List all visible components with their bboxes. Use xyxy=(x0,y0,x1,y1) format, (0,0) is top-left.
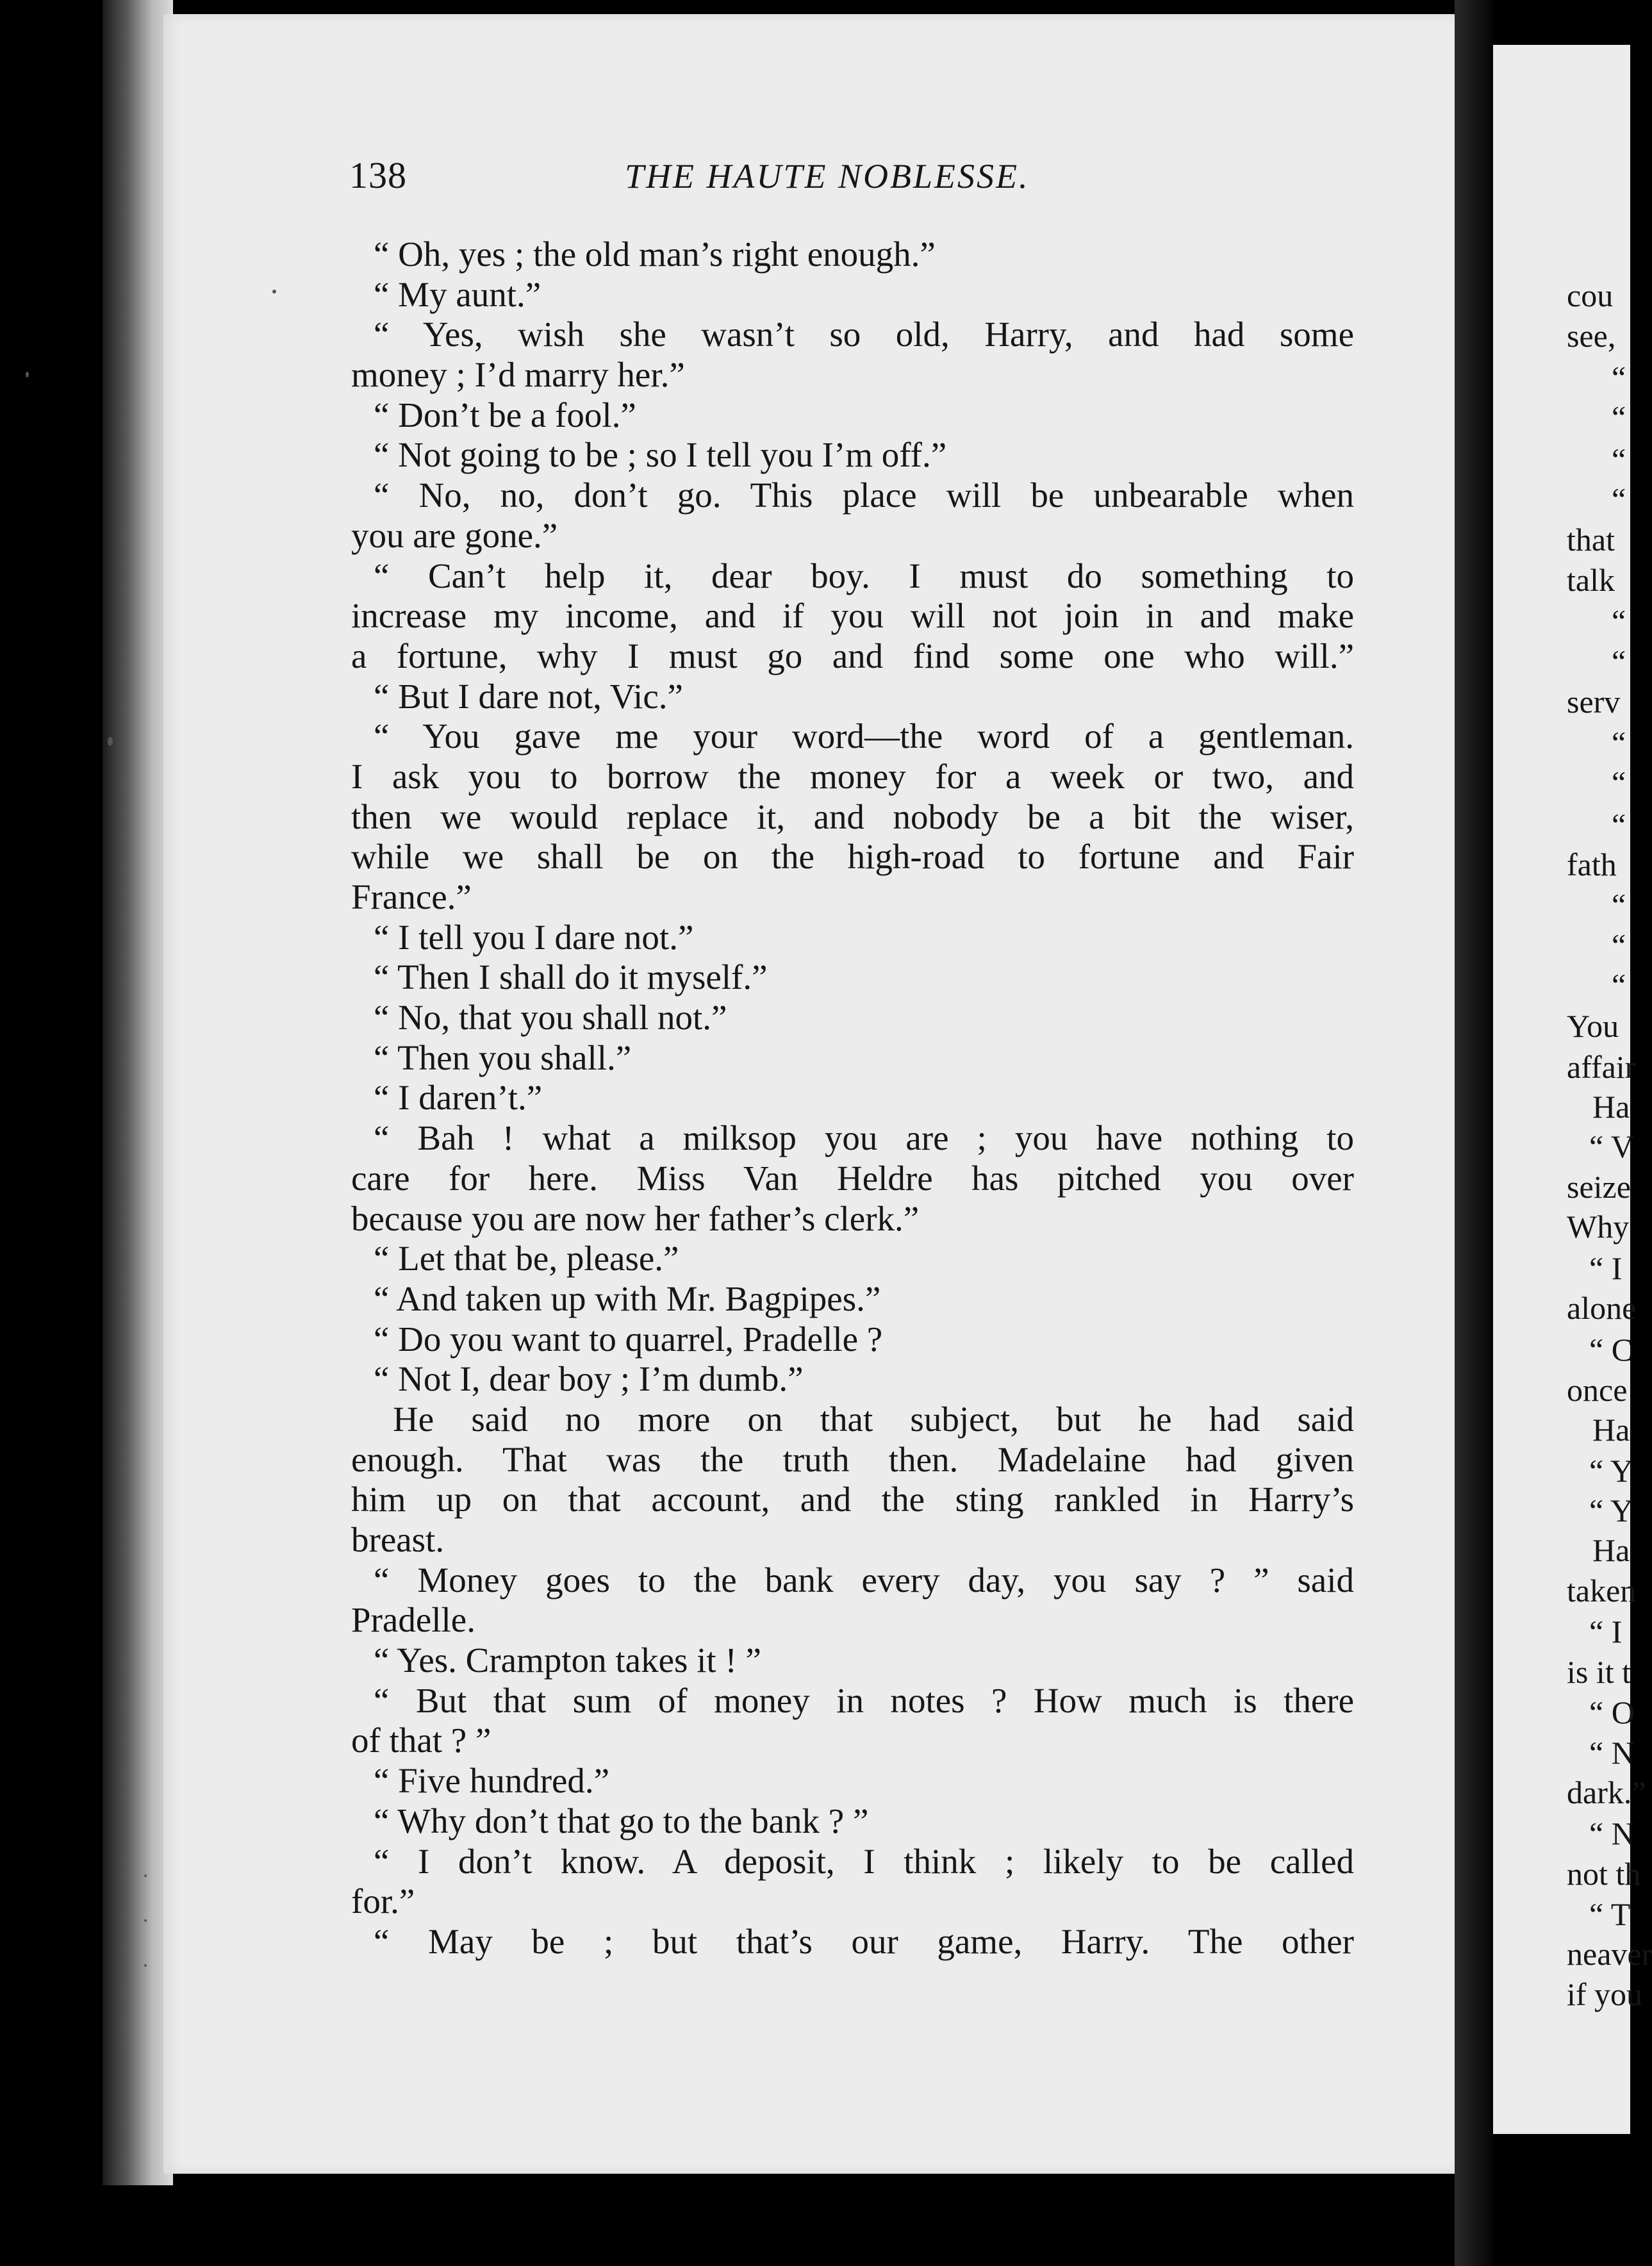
facing-page-fragment: “ xyxy=(1612,603,1626,639)
facing-page-fragment: “ xyxy=(1612,481,1626,517)
page-header xyxy=(349,154,1355,199)
text-line: “ No, no, don’t go. This place will be unbearable when xyxy=(374,476,1354,515)
text-line: “ But I dare not, Vic.” xyxy=(374,676,683,716)
text-line: “ Why don’t that go to the bank ? ” xyxy=(374,1801,869,1840)
text-line: “ Then you shall.” xyxy=(374,1038,632,1077)
facing-page-fragment: Ha xyxy=(1592,1412,1630,1448)
text-line: “ I daren’t.” xyxy=(374,1078,543,1118)
facing-page-fragment: “ xyxy=(1612,360,1626,395)
text-line: “ Not I, dear boy ; I’m dumb.” xyxy=(374,1359,804,1399)
page-gutter xyxy=(1455,0,1493,2266)
text-line: “ Yes, wish she wasn’t so old, Harry, and had some xyxy=(374,315,1354,354)
text-line: increase my income, and if you will not join in and make xyxy=(351,596,1354,636)
text-line: “ Not going to be ; so I tell you I’m off.” xyxy=(374,435,947,475)
ink-speck xyxy=(144,1964,147,1967)
text-line: “ Yes. Crampton takes it ! ” xyxy=(374,1641,761,1680)
facing-page-fragment: “ xyxy=(1612,442,1626,477)
text-line: a fortune, why I must go and find some one who will.” xyxy=(351,636,1354,675)
facing-page-fragment: “ V xyxy=(1589,1129,1634,1164)
text-line: He said no more on that subject, but he had said xyxy=(393,1399,1354,1439)
text-line: enough. That was the truth then. Madelaine had given xyxy=(351,1439,1354,1479)
facing-page-fragment: “ xyxy=(1612,765,1626,800)
text-line: for.” xyxy=(351,1881,415,1921)
ink-speck xyxy=(26,372,29,377)
facing-page-fragment: “ T xyxy=(1589,1896,1631,1932)
text-line: “ I don’t know. A deposit, I think ; likely to be called xyxy=(374,1841,1354,1881)
text-line: while we shall be on the high-road to fortune and Fair xyxy=(351,837,1354,877)
text-line: “ Money goes to the bank every day, you say ? ” said xyxy=(374,1560,1354,1600)
ink-speck xyxy=(144,1874,147,1877)
text-line: “ Can’t help it, dear boy. I must do something to xyxy=(374,556,1354,595)
text-line: you are gone.” xyxy=(351,515,558,555)
facing-page-fragment: taken xyxy=(1567,1573,1637,1609)
facing-page-fragment: “ xyxy=(1612,927,1626,963)
text-line: him up on that account, and the sting rankled in Harry’s xyxy=(351,1480,1354,1519)
text-line: “ You gave me your word—the word of a gentleman. xyxy=(374,716,1354,756)
body-text xyxy=(351,235,1354,1962)
running-title: THE HAUTE NOBLESSE. xyxy=(625,157,1030,195)
text-line: money ; I’d marry her.” xyxy=(351,355,685,395)
text-line: “ Oh, yes ; the old man’s right enough.” xyxy=(374,235,936,274)
facing-page-fragment: alone xyxy=(1567,1290,1637,1326)
text-line: “ My aunt.” xyxy=(374,274,541,314)
facing-page-fragment: “ I xyxy=(1589,1250,1623,1286)
text-line: “ Five hundred.” xyxy=(374,1761,610,1801)
facing-page-fragment: “ N xyxy=(1589,1815,1635,1851)
text-line: “ I tell you I dare not.” xyxy=(374,917,694,957)
facing-page-fragment: serv xyxy=(1567,684,1621,720)
text-line: France.” xyxy=(351,877,472,916)
facing-page-fragment: You xyxy=(1567,1008,1619,1044)
facing-page-fragment: “ Y xyxy=(1589,1493,1633,1528)
text-line: then we would replace it, and nobody be a bit the wiser, xyxy=(351,797,1354,836)
facing-page-fragment: seize xyxy=(1567,1169,1631,1205)
facing-page-fragment: “ xyxy=(1612,399,1626,435)
text-line: because you are now her father’s clerk.” xyxy=(351,1198,920,1238)
facing-page-fragment: cou xyxy=(1567,277,1614,313)
text-line: “ Then I shall do it myself.” xyxy=(374,957,768,997)
text-line: “ Don’t be a fool.” xyxy=(374,395,636,434)
facing-page-fragment: “ xyxy=(1612,807,1626,843)
facing-page-fragment: talk xyxy=(1567,562,1615,598)
page-number: 138 xyxy=(349,154,407,196)
text-line: of that ? ” xyxy=(351,1721,491,1760)
facing-page-fragment: “ N xyxy=(1589,1735,1635,1771)
facing-page-fragment: once xyxy=(1567,1372,1628,1408)
facing-page-fragment: is it t xyxy=(1567,1654,1631,1690)
facing-page-fragment: see, xyxy=(1567,318,1616,354)
facing-page-fragment: “ Y xyxy=(1589,1453,1633,1489)
ink-speck xyxy=(144,1919,147,1922)
text-line: care for here. Miss Van Heldre has pitched you over xyxy=(351,1158,1354,1198)
text-line: “ Let that be, please.” xyxy=(374,1239,679,1278)
text-line: “ No, that you shall not.” xyxy=(374,998,727,1038)
text-line: “ And taken up with Mr. Bagpipes.” xyxy=(374,1278,881,1318)
facing-page-fragment: “ O xyxy=(1589,1694,1635,1730)
facing-page-fragment: Why xyxy=(1567,1209,1630,1245)
text-line: “ Do you want to quarrel, Pradelle ? xyxy=(374,1319,883,1359)
facing-page-fragment: Ha xyxy=(1592,1089,1630,1125)
facing-page-fragment: affair xyxy=(1567,1049,1636,1085)
book-binding-edge xyxy=(103,0,173,2185)
facing-page-fragment: fath xyxy=(1567,847,1617,882)
facing-page-fragment: dark.” xyxy=(1567,1774,1646,1810)
text-line: “ But that sum of money in notes ? How much is there xyxy=(374,1680,1354,1720)
facing-page-fragment: “ I xyxy=(1589,1614,1623,1650)
text-line: I ask you to borrow the money for a week or two, and xyxy=(351,756,1354,796)
facing-page-fragment: Ha xyxy=(1592,1532,1630,1568)
text-line: Pradelle. xyxy=(351,1600,475,1640)
facing-page-fragment: “ xyxy=(1612,643,1626,679)
facing-page-fragment: “ C xyxy=(1589,1332,1633,1368)
text-line: breast. xyxy=(351,1520,445,1559)
text-line: “ May be ; but that’s our game, Harry. The other xyxy=(374,1921,1354,1961)
facing-page-fragment: neaver xyxy=(1567,1936,1652,1972)
facing-page-fragment: “ xyxy=(1612,887,1626,923)
facing-page-fragment: “ xyxy=(1612,725,1626,761)
text-line: “ Bah ! what a milksop you are ; you have nothing to xyxy=(374,1118,1354,1158)
facing-page-fragment: that xyxy=(1567,522,1615,558)
facing-page-fragment: “ xyxy=(1612,967,1626,1003)
ink-speck xyxy=(272,290,276,294)
facing-page-fragment: if you xyxy=(1567,1976,1643,2012)
facing-page-fragment: not th xyxy=(1567,1856,1641,1892)
ink-speck xyxy=(108,737,113,746)
